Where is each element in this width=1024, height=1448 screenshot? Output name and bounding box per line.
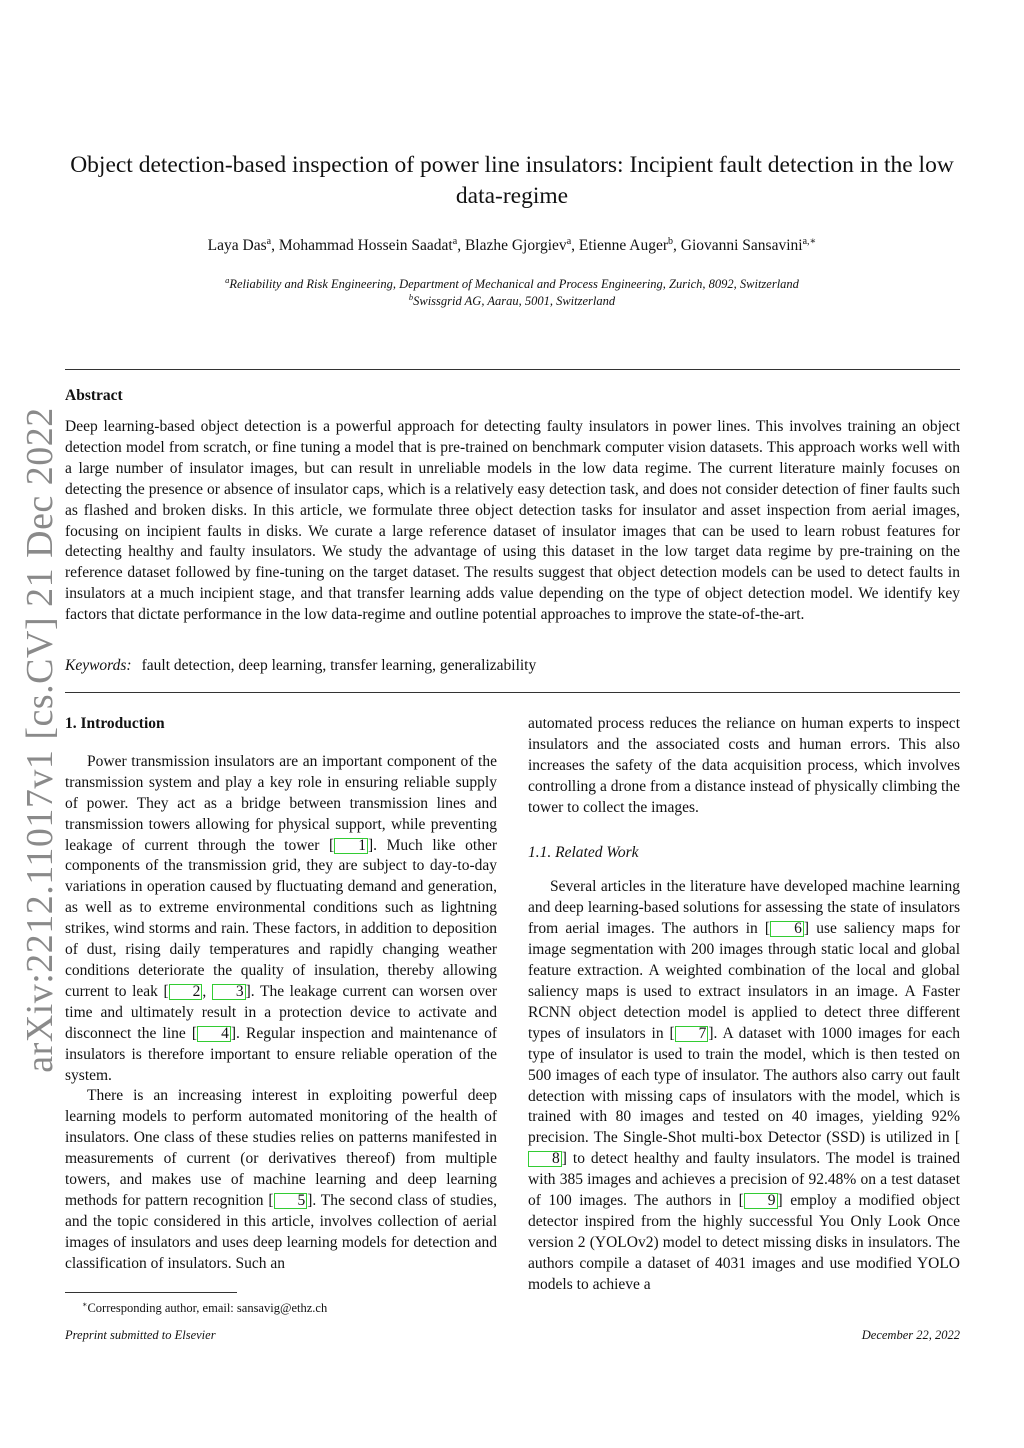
citation-link[interactable]: 5	[274, 1193, 308, 1209]
footer-preprint: Preprint submitted to Elsevier	[65, 1328, 216, 1342]
left-column	[65, 714, 497, 1275]
intro-paragraph-continued: automated process reduces the reliance on human experts to inspect insulators and the associated costs and human errors. This also increases the safety of the data acquisition process, which involves controlling a drone from a distance instead of physically climbing the tower to collect the images.	[528, 715, 960, 816]
author-affil-mark: b	[668, 235, 673, 247]
citation-link[interactable]: 1	[334, 838, 368, 854]
keywords-label: Keywords:	[65, 657, 132, 674]
divider-top	[65, 369, 960, 370]
citation-link[interactable]: 3	[212, 984, 246, 1000]
footer-date: December 22, 2022	[861, 1328, 960, 1342]
abstract-text: Deep learning-based object detection is a powerful approach for detecting faulty insulators in power lines. This involves training an object detection model from scratch, or fine tuning a model that is pre-trained on benchmark computer vision datasets. This approach works well with a large number of insulator images, but can result in unreliable models in the low data regime. The current literature mainly focuses on detecting the presence or absence of insulator caps, which is a relatively easy detection task, and does not consider detection of finer faults such as flashed and broken disks. In this article, we formulate three object detection tasks for insulator and asset inspection from aerial images, focusing on incipient faults in disks. We curate a large reference dataset of insulator images that can be used to learn robust features for detecting healthy and faulty insulators. We study the advantage of using this dataset in the low target data regime by pre-training on the reference dataset followed by fine-tuning on the target dataset. The results suggest that object detection models can be used to detect faults in insulators at a much incipient stage, and that transfer learning adds value depending on the type of object detection model. We identify key factors that dictate performance in the low data-regime and outline potential approaches to improve the state-of-the-art.	[65, 418, 960, 624]
affiliations	[60, 276, 964, 309]
keywords-text: fault detection, deep learning, transfer learning, generalizability	[141, 657, 537, 674]
citation-link[interactable]: 6	[770, 921, 804, 937]
affiliation-b: $^b$Swissgrid AG, Aarau, 5001, Switzerland	[408, 291, 616, 308]
affiliation-a: $^a$Reliability and Risk Engineering, Department of Mechanical and Process Engineering, Zurich, 8092, Switzerland	[225, 274, 799, 291]
footnote-rule	[65, 1292, 237, 1293]
citation-link[interactable]: 9	[744, 1193, 778, 1209]
author-name: Mohammad Hossein Saadat	[278, 237, 453, 254]
author-name: Laya Das	[207, 237, 267, 254]
arxiv-stamp[interactable]: arXiv:2212.11017v1 [cs.CV] 21 Dec 2022	[19, 407, 61, 1073]
author-affil-mark: a,∗	[802, 235, 817, 247]
author-name: Blazhe Gjorgiev	[464, 237, 567, 254]
author-name: Giovanni Sansavini	[680, 237, 803, 254]
intro-paragraph-1: Power transmission insulators are an important component of the transmission system and play a key role in ensuring reliable supply of power. They act as a bridge between transmission lines and transmission towers allowing for physical support, while preventing leakage of current through the tower [ 1 ]. Much like other components of the transmission grid, they are subject to day-to-day variations in operation caused by fluctuating demand and generation, as well as to extreme environmental conditions such as lightning strikes, wind storms and rain. These factors, in addition to deposition of dust, rising daily temperatures and rapidly changing weather conditions deteriorate the quality of insulation, thereby allowing current to leak [ 2 , 3 ]. The leakage current can worsen over time and ultimately result in a protection device to activate and disconnect the line [ 4 ]. Regular inspection and maintenance of insulators is therefore important to ensure reliable operation of the system.	[65, 752, 498, 1084]
keywords	[65, 656, 960, 676]
author-name: Etienne Auger	[578, 237, 668, 254]
citation-link[interactable]: 2	[169, 984, 203, 1000]
author-affil-mark: a	[266, 235, 272, 247]
subsection-heading-related-work: 1.1. Related Work	[528, 843, 639, 861]
author-list: Laya Das$^a$, Mohammad Hossein Saadat$^a$, Blazhe Gjorgiev$^a$, Etienne Auger$^b$, Giovanni Sansavini$^{a,∗}$	[207, 235, 817, 254]
author-affil-mark: a	[566, 235, 572, 247]
intro-paragraph-2: There is an increasing interest in exploiting powerful deep learning models to perform automated monitoring of the health of insulators. One class of these studies relies on patterns manifested in measurements of current (or derivatives thereof) from multiple towers, and makes use of machine learning and deep learning methods for pattern recognition [ 5 ]. The second class of studies, and the topic considered in this article, involves collection of aerial images of insulators and uses deep learning models for detection and classification of insulators. Such an	[65, 1087, 497, 1272]
citation-link[interactable]: 8	[528, 1151, 562, 1167]
related-work-paragraph: Several articles in the literature have developed machine learning and deep learning-based solutions for assessing the state of insulators from aerial images. The authors in [ 6 ] use saliency maps for image segmentation with 200 images through static local and global feature extraction. A weighted combination of the local and global saliency maps is used to extract insulators in an image. A Faster RCNN object detection model is applied to detect three different types of insulators in [ 7 ]. A dataset with 1000 images for each type of insulator is used to train the model, which is then tested on 500 images of each type of insulator. The authors also carry out fault detection with missing caps of insulators with the model, which is trained with 80 images and tested on 40 images, yielding 92% precision. The Single-Shot multi-box Detector (SSD) is utilized in [8 ] to detect healthy and faulty insulators. The model is trained with 385 images and achieves a precision of 92.48% on a test dataset of 100 images. The authors in [ 9 ] employ a modified object detector inspired from the highly successful You Only Look Once version 2 (YOLOv2) model to detect missing disks in insulators. The authors compile a dataset of 4031 images and use modified YOLO models to achieve a	[528, 878, 961, 1293]
footnote: ∗Corresponding author, email: sansavig@ethz.ch	[82, 1300, 328, 1316]
divider-bottom	[65, 692, 960, 693]
citation-link[interactable]: 4	[197, 1026, 231, 1042]
author-affil-mark: a	[452, 235, 458, 247]
right-column	[528, 714, 960, 1296]
section-heading-introduction: 1. Introduction	[65, 715, 165, 732]
citation-link[interactable]: 7	[675, 1026, 709, 1042]
abstract-heading: Abstract	[65, 387, 123, 404]
paper-title: Object detection-based inspection of power line insulators: Incipient fault detection in the low data-regime	[70, 152, 954, 209]
